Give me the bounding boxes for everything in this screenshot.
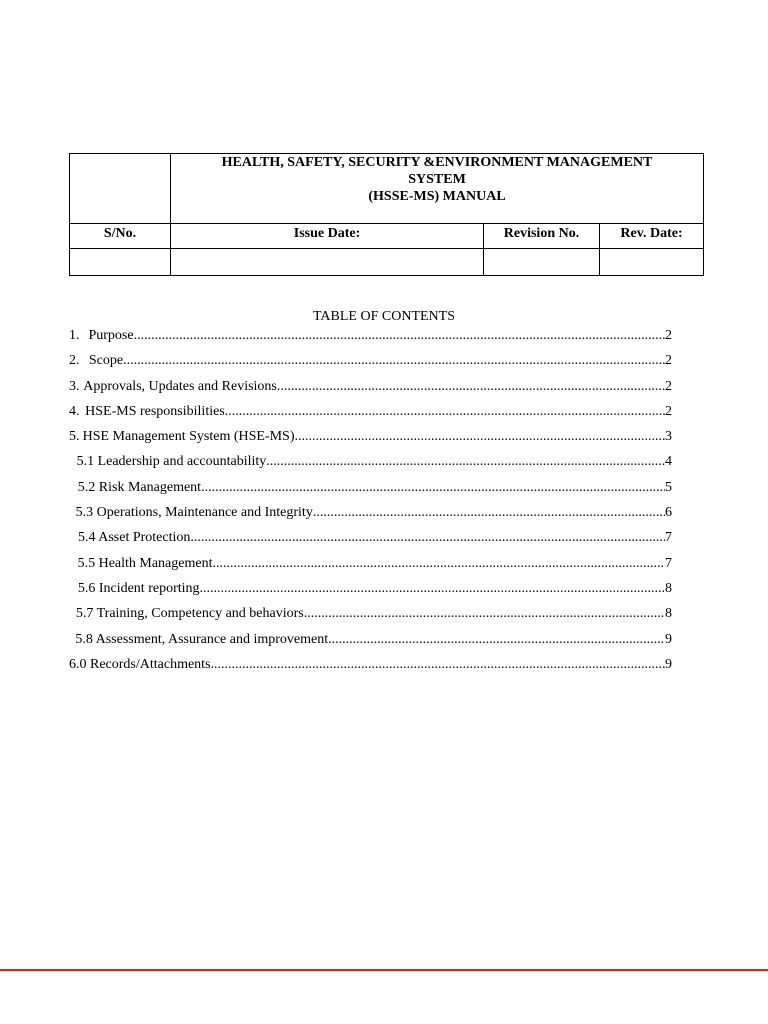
toc-entry[interactable] (69, 655, 672, 680)
toc-entry-page: 4 (665, 454, 672, 470)
toc-leader-dots (134, 326, 665, 346)
table-of-contents (69, 326, 672, 680)
toc-entry[interactable] (69, 402, 672, 427)
toc-entry-page: 6 (665, 505, 672, 521)
toc-entry[interactable] (69, 427, 672, 452)
toc-leader-dots (190, 528, 665, 548)
toc-leader-dots (313, 503, 665, 523)
toc-leader-dots (211, 655, 665, 675)
toc-entry-label: HSE Management System (HSE-MS) (82, 429, 295, 445)
toc-leader-dots (266, 452, 665, 472)
toc-leader-dots (304, 604, 665, 624)
title-line-3: (HSSE-MS) MANUAL (368, 189, 506, 204)
toc-entry-page: 8 (665, 580, 672, 596)
toc-entry[interactable] (69, 452, 672, 477)
toc-entry[interactable] (69, 630, 672, 655)
toc-entry-label: 5.4 Asset Protection (78, 530, 191, 546)
toc-leader-dots (201, 478, 665, 498)
toc-entry-number: 3. (69, 378, 80, 394)
toc-entry-label: 5.6 Incident reporting (77, 580, 200, 596)
toc-entry-label: Approvals, Updates and Revisions (83, 378, 277, 394)
toc-entry[interactable] (69, 351, 672, 376)
toc-entry[interactable] (69, 554, 672, 579)
toc-entry-page: 2 (665, 328, 672, 343)
rev-date-value (600, 249, 704, 276)
toc-entry-number: 1. (69, 328, 80, 343)
toc-entry-page: 3 (665, 429, 672, 445)
toc-entry-page: 8 (665, 606, 672, 622)
toc-entry-page: 9 (665, 631, 672, 647)
toc-entry-page: 2 (665, 353, 672, 369)
toc-entry-label: 5.2 Risk Management (77, 479, 202, 495)
issue-date-value (171, 249, 484, 276)
toc-entry-label: 5.5 Health Management (77, 555, 213, 571)
toc-entry[interactable] (69, 503, 672, 528)
toc-leader-dots (295, 427, 665, 447)
toc-entry-page: 2 (665, 378, 672, 394)
toc-entry-number: 5. (69, 429, 80, 445)
toc-leader-dots (212, 554, 665, 574)
title-line-2: SYSTEM (408, 172, 466, 187)
toc-title: TABLE OF CONTENTS (313, 309, 455, 324)
toc-entry-number: 2. (69, 353, 80, 369)
toc-entry[interactable] (69, 579, 672, 604)
toc-entry-number: 4. (69, 403, 80, 419)
toc-entry-label: 5.1 Leadership and accountability (76, 454, 267, 470)
toc-leader-dots (277, 377, 665, 397)
toc-leader-dots (225, 402, 665, 422)
document-header-table (69, 153, 704, 276)
toc-leader-dots (200, 579, 665, 599)
toc-entry-page: 5 (665, 479, 672, 495)
toc-entry-page: 7 (665, 555, 672, 571)
toc-entry-label: 6.0 Records/Attachments (69, 656, 211, 672)
toc-entry-page: 2 (665, 403, 672, 419)
toc-entry[interactable] (69, 528, 672, 553)
toc-entry-label: Purpose (88, 328, 134, 343)
logo-cell (70, 154, 171, 224)
document-title (171, 154, 704, 224)
toc-entry-label: HSE-MS responsibilities (85, 403, 225, 419)
toc-leader-dots (328, 630, 665, 650)
toc-entry-label: 5.3 Operations, Maintenance and Integrity (75, 505, 313, 521)
title-line-1: HEALTH, SAFETY, SECURITY &ENVIRONMENT MANAGEMENT (221, 155, 653, 170)
rev-date-header: Rev. Date: (600, 224, 704, 249)
toc-entry[interactable] (69, 326, 672, 351)
sno-header: S/No. (70, 224, 171, 249)
issue-date-header: Issue Date: (171, 224, 484, 249)
toc-entry[interactable] (69, 478, 672, 503)
toc-leader-dots (123, 351, 665, 371)
toc-entry[interactable] (69, 377, 672, 402)
sno-value (70, 249, 171, 276)
footer-rule (0, 969, 768, 971)
toc-entry-label: 5.8 Assessment, Assurance and improvement (75, 631, 329, 647)
toc-entry-label: Scope (88, 353, 124, 369)
toc-entry-label: 5.7 Training, Competency and behaviors (75, 606, 304, 622)
revision-no-header: Revision No. (484, 224, 600, 249)
toc-entry-page: 9 (665, 656, 672, 672)
toc-entry[interactable] (69, 604, 672, 629)
revision-no-value (484, 249, 600, 276)
toc-entry-page: 7 (665, 530, 672, 546)
